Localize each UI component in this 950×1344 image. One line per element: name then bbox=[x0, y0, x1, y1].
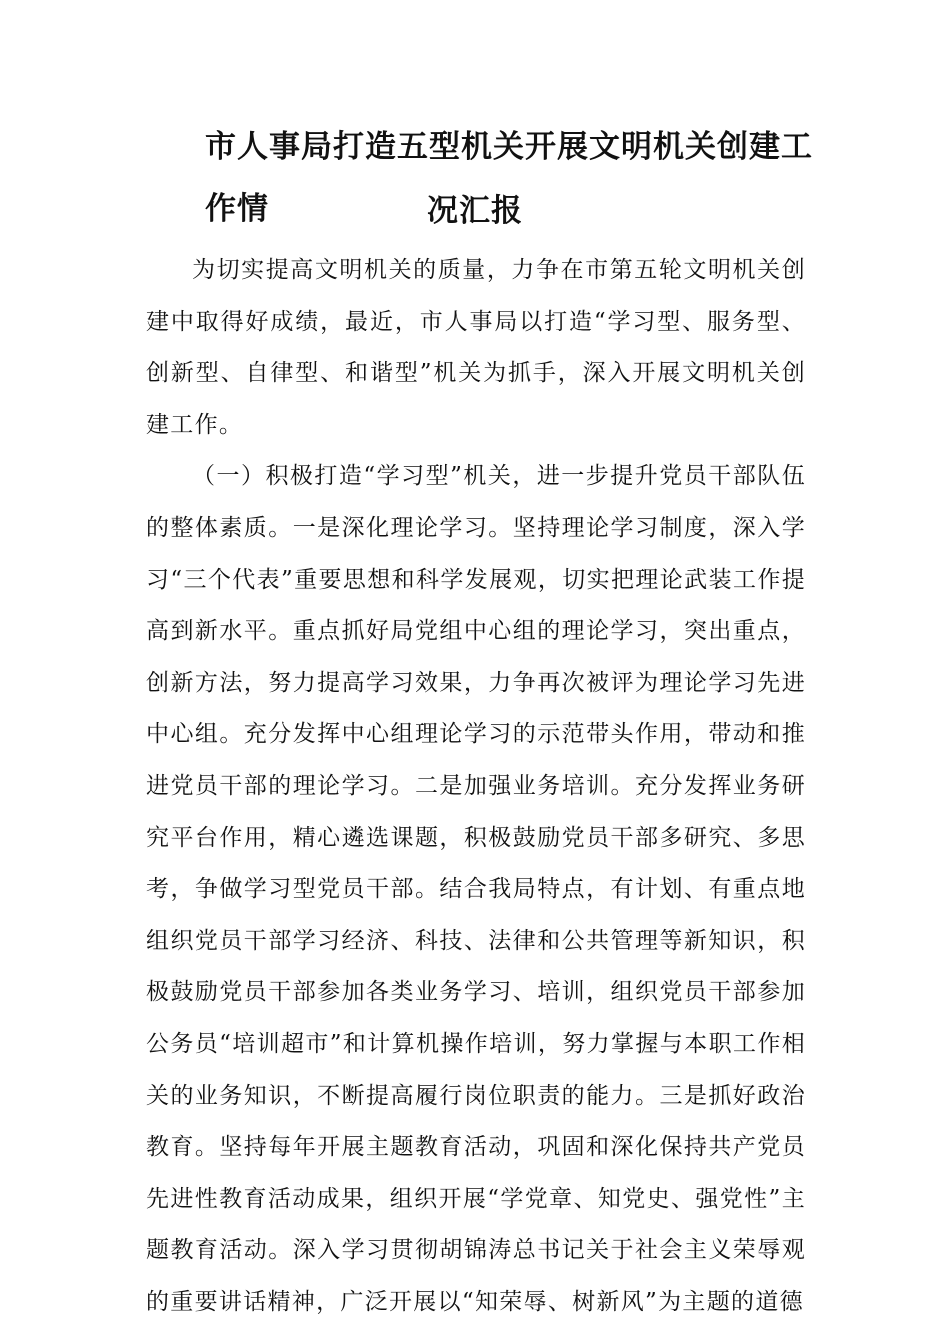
paragraph-learning-organization: （一）积极打造“学习型”机关，进一步提升党员干部队伍的整体素质。一是深化理论学习。坚持理论学习制度，深入学习“三个代表”重要思想和科学发展观，切实把理论武装工作提高到新水平。重点抓好局党组中心组的理论学习，突出重点，创新方法，努力提高学习效果，力争再次被评为理论学习先进中心组。充分发挥中心组理论学习的示范带头作用，带动和推进党员干部的理论学习。二是加强业务培训。充分发挥业务研究平台作用，精心遴选课题，积极鼓励党员干部多研究、多思考，争做学习型党员干部。结合我局特点，有计划、有重点地组织党员干部学习经济、科技、法律和公共管理等新知识，积极鼓励党员干部参加各类业务学习、培训，组织党员干部参加公务员“培训超市”和计算机操作培训，努力掌握与本职工作相关的业务知识，不断提高履行岗位职责的能力。三是抓好政治教育。坚持每年开展主题教育活动，巩固和深化保持共产党员先进性教育活动成果，组织开展“学党章、知党史、强党性”主题教育活动。深入学习贯彻胡锦涛总书记关于社会主义荣辱观的重要讲话精神，广泛开展以“知荣辱、树新风”为主题的道德 bbox=[146, 463, 806, 1315]
document-title-line-1: 市人事局打造五型机关开展文明机关创建工作情 bbox=[205, 129, 813, 227]
document-body bbox=[146, 245, 806, 1328]
document-title-line-2: 况汇报 bbox=[427, 193, 523, 229]
paragraph-intro: 为切实提高文明机关的质量，力争在市第五轮文明机关创建中取得好成绩，最近，市人事局以打造“学习型、服务型、创新型、自律型、和谐型”机关为抓手，深入开展文明机关创建工作。 bbox=[146, 257, 806, 438]
